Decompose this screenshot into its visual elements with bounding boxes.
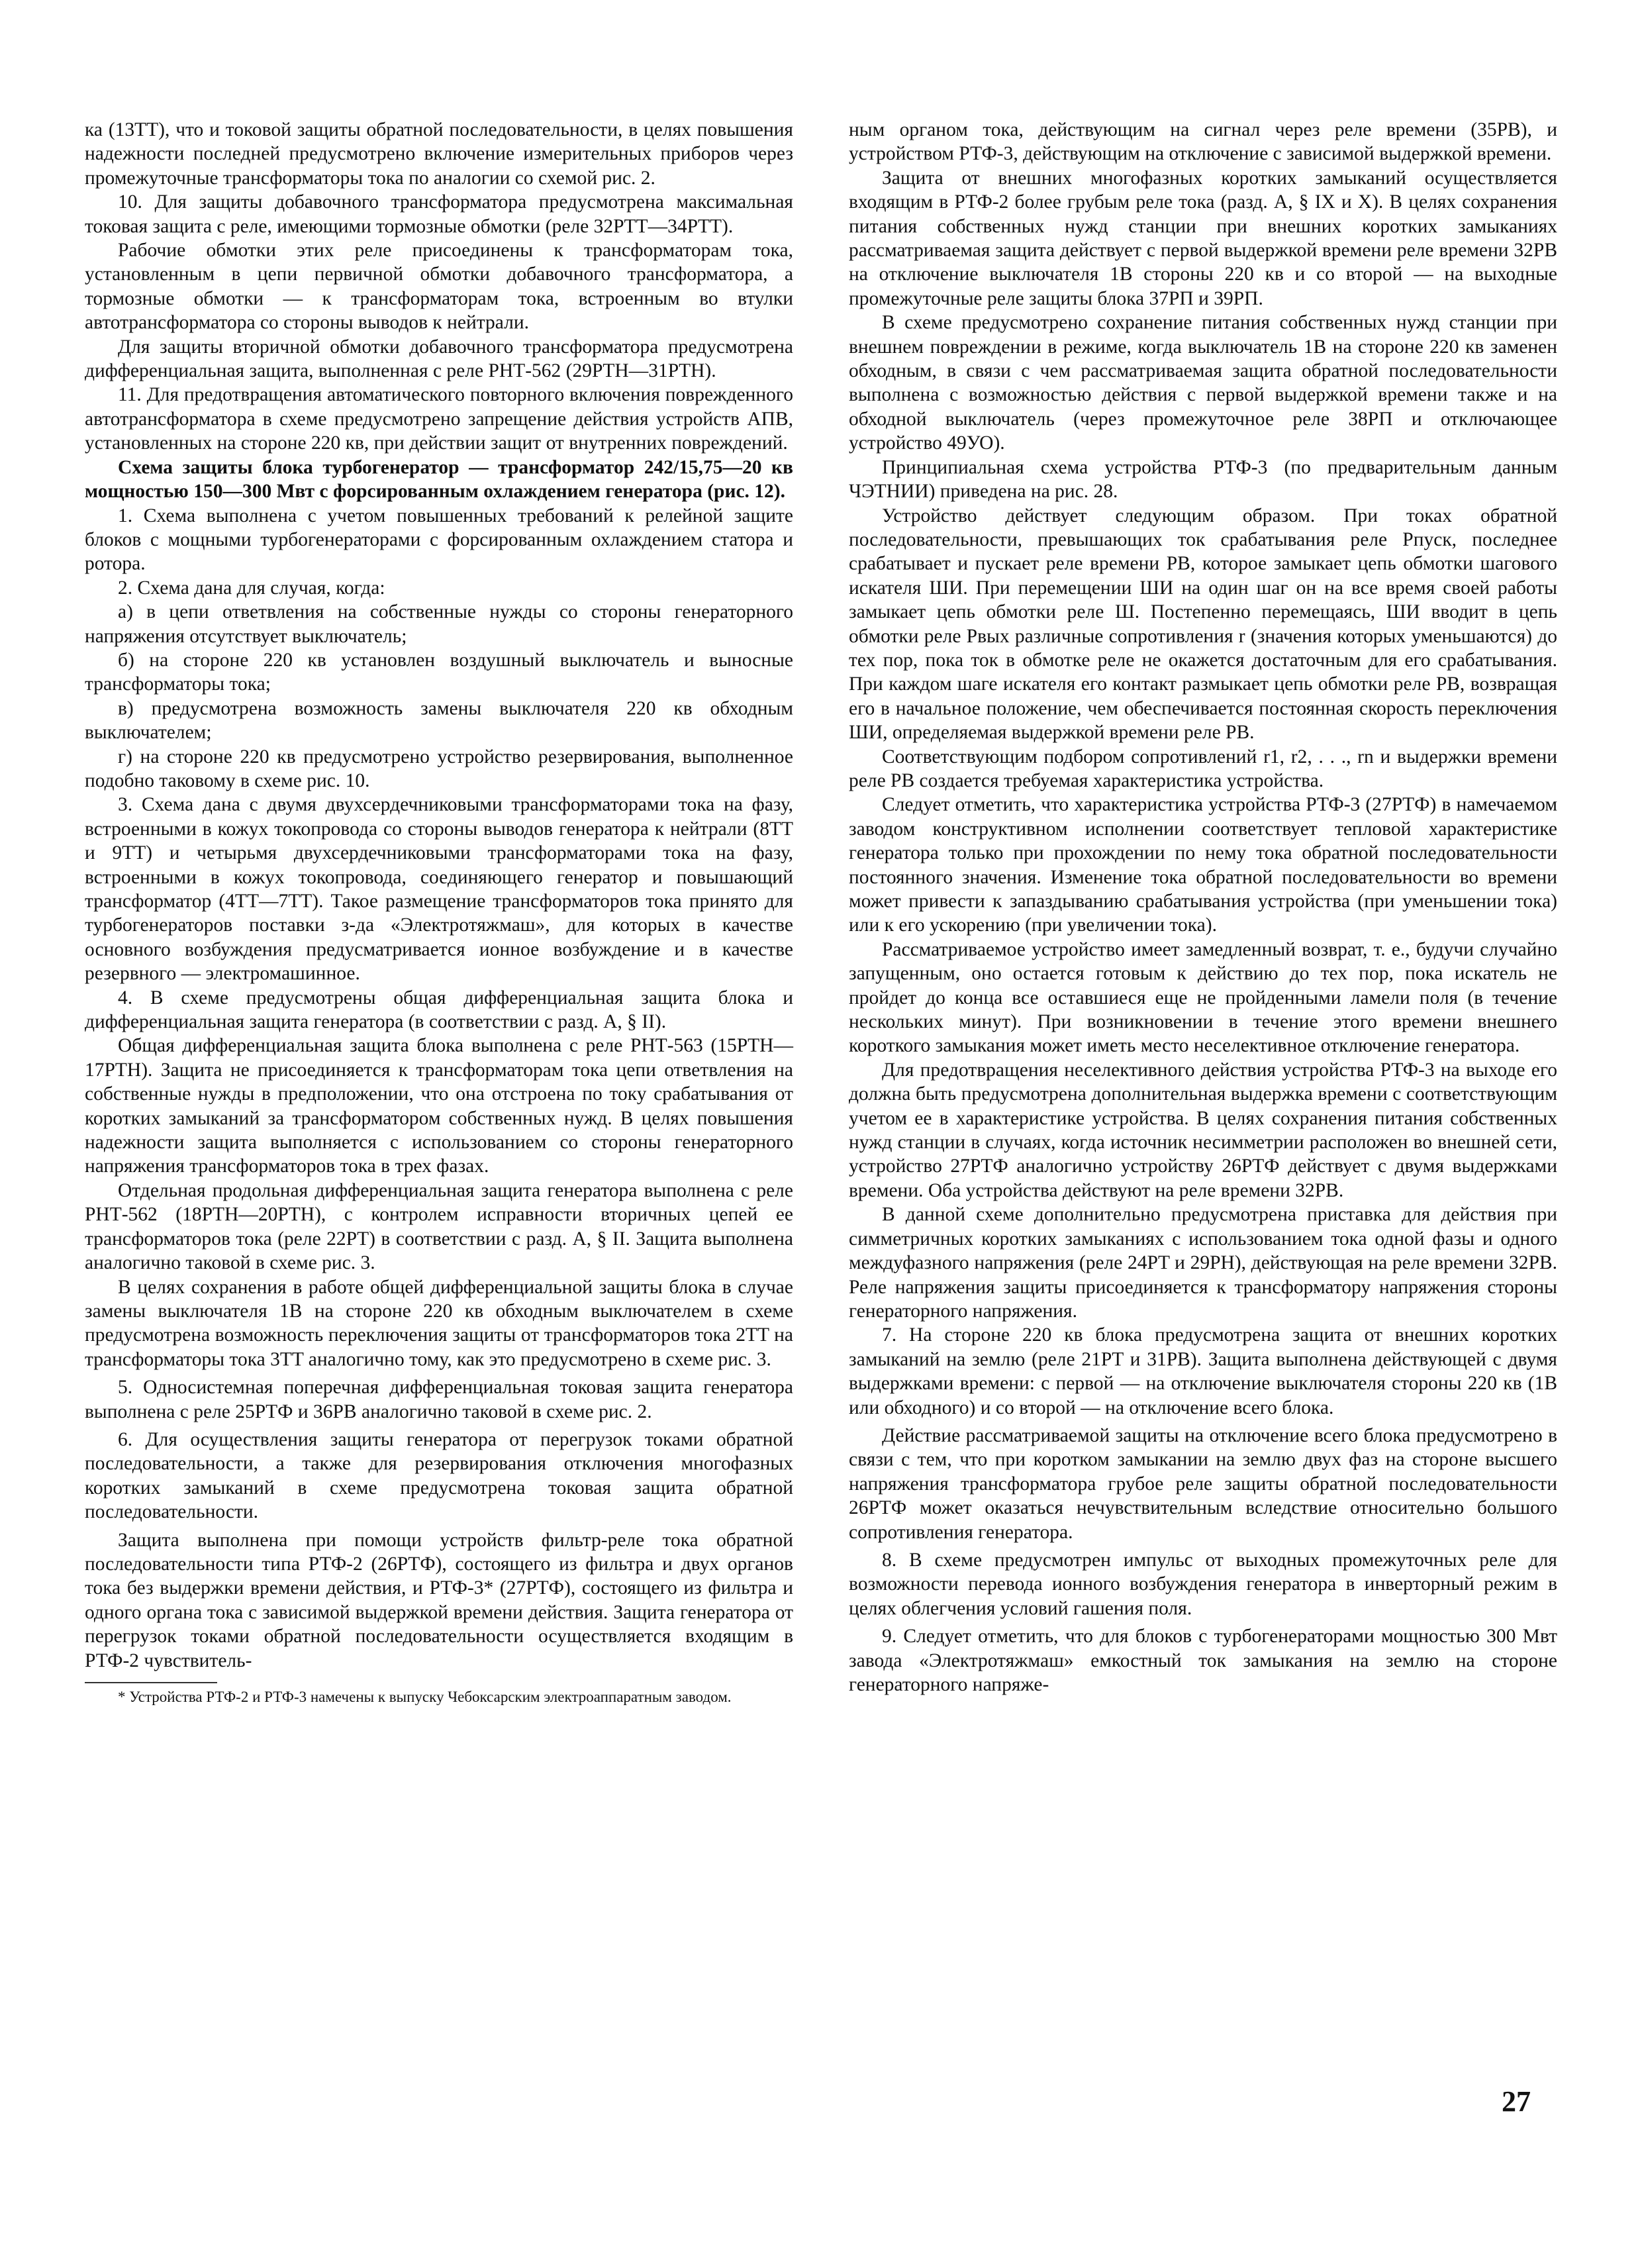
paragraph: Принципиальная схема устройства РТФ-3 (по предварительным данным ЧЭТНИИ) приведена на рис. 28. — [849, 456, 1557, 503]
paragraph: Общая дифференциальная защита блока выполнена с реле РНТ-563 (15PTH—17PTH). Защита не присоединяется к трансформаторам тока цепи ответвления на собственные нужды в предположении, что она отстроена по току срабатывания от коротких замыканий за трансформатором собственных нужд. В целях повышения надежности защита выполняется с использованием со стороны генераторного напряжения трансформаторов тока в трех фазах. — [85, 1035, 793, 1177]
footnote-divider — [85, 1682, 217, 1683]
paragraph: 6. Для осуществления защиты генератора от перегрузок токами обратной последовательности, а также для резервирования отключения многофазных коротких замыканий в схеме предусмотрена токовая защита обратной последовательности. — [85, 1428, 793, 1523]
list-item: в) предусмотрена возможность замены выключателя 220 кв обходным выключателем; — [85, 697, 793, 744]
paragraph: ным органом тока, действующим на сигнал через реле времени (35PB), и устройством РТФ-3, действующим на отключение с зависимой выдержкой времени. — [849, 119, 1557, 165]
paragraph: Устройство действует следующим образом. При токах обратной последовательности, превышающих ток срабатывания реле Pпуск, последнее срабатывает и пускает реле времени PB, которое замыкает цепь обмотки шагового искателя ШИ. При перемещении ШИ на один шаг он на все время своей работы замыкает цепь обмотки реле Ш. Постепенно перемещаясь, ШИ вводит в цепь обмотки реле Pвых различные сопротивления r (значения которых уменьшаются) до тех пор, пока ток в обмотке реле не окажется достаточным для его срабатывания. При каждом шаге искателя его контакт размыкает цепь обмотки реле PB, возвращая его в начальное положение, чем обеспечивается постоянная скорость переключения ШИ, определяемая выдержкой времени реле PB. — [849, 505, 1557, 744]
paragraph: Защита выполнена при помощи устройств фильтр-реле тока обратной последовательности типа РТФ-2 (26PTФ), состоящего из фильтра и двух органов тока без выдержки времени действия, и РТФ-3* (27PTФ), состоящего из фильтра и одного органа тока с зависимой выдержкой времени действия. Защита генератора от перегрузок токами обратной последовательности осуществляется входящим в РТФ-2 чувствитель- — [85, 1529, 793, 1671]
paragraph: 10. Для защиты добавочного трансформатора предусмотрена максимальная токовая защита с реле, имеющими тормозные обмотки (реле 32PTT—34PTT). — [85, 191, 793, 237]
paragraph: ка (13TT), что и токовой защиты обратной последовательности, в целях повышения надежности последней предусмотрено включение измерительных приборов через промежуточные трансформаторы тока по аналогии со схемой рис. 2. — [85, 119, 793, 189]
paragraph: В схеме предусмотрено сохранение питания собственных нужд станции при внешнем повреждении в режиме, когда выключатель 1B на стороне 220 кв заменен обходным, в связи с чем рассматриваемая защита обратной последовательности выполнена с возможностью действия с первой выдержкой времени также и на обходной выключатель (через промежуточное реле 38PП и отключающее устройство 49УО). — [849, 312, 1557, 454]
paragraph: 5. Односистемная поперечная дифференциальная токовая защита генератора выполнена с реле 25PTФ и 36PB аналогично таковой в схеме рис. 2. — [85, 1377, 793, 1422]
list-item: а) в цепи ответвления на собственные нужды со стороны генераторного напряжения отсутствует выключатель; — [85, 601, 793, 647]
paragraph: В данной схеме дополнительно предусмотрена приставка для действия при симметричных коротких замыканиях с использованием тока одной фазы и одного междуфазного напряжения (реле 24PT и 29PH), действующая на реле времени 32PB. Реле напряжения защиты присоединяется к трансформатору напряжения стороны генераторного напряжения. — [849, 1204, 1557, 1322]
list-item: г) на стороне 220 кв предусмотрено устройство резервирования, выполненное подобно таковому в схеме рис. 10. — [85, 746, 793, 791]
paragraph: 1. Схема выполнена с учетом повышенных требований к релейной защите блоков с мощными турбогенераторами с форсированным охлаждением статора и ротора. — [85, 505, 793, 575]
paragraph: Рабочие обмотки этих реле присоединены к трансформаторам тока, установленным в цепи первичной обмотки добавочного трансформатора, а тормозные обмотки — к трансформаторам тока, встроенным во втулки автотрансформатора со стороны выводов к нейтрали. — [85, 240, 793, 334]
paragraph: 3. Схема дана с двумя двухсердечниковыми трансформаторами тока на фазу, встроенными в кожух токопровода со стороны выводов генератора к нейтрали (8TT и 9TT) и четырьмя двухсердечниковыми трансформаторами тока на фазу, встроенными в кожух токопровода, соединяющего генератор и повышающий трансформатор (4TT—7TT). Такое размещение трансформаторов тока принято для турбогенераторов поставки з-да «Электротяжмаш», для которых в качестве основного возбуждения предусматривается ионное возбуждение и в качестве резервного — электромашинное. — [85, 794, 793, 985]
section-heading: Схема защиты блока турбогенератор — трансформатор 242/15,75—20 кв мощностью 150—300 Мвт с форсированным охлаждением генератора (рис. 12). — [85, 456, 793, 503]
paragraph: Действие рассматриваемой защиты на отключение всего блока предусмотрено в связи с тем, что при коротком замыкании на землю двух фаз на стороне высшего напряжения трансформатора грубое реле защиты обратной последовательности 26PTФ может оказаться нечувствительным вследствие относительно большого сопротивления генератора. — [849, 1424, 1557, 1543]
paragraph: Защита от внешних многофазных коротких замыканий осуществляется входящим в РТФ-2 более грубым реле тока (разд. А, § IX и X). В целях сохранения питания собственных нужд станции при внешних коротких замыканиях рассматриваемая защита действует с первой выдержкой времени реле времени 32PB на отключение выключателя 1B стороны 220 кв и со второй — на выходные промежуточные реле защиты блока 37PП и 39PП. — [849, 167, 1557, 309]
list-item: б) на стороне 220 кв установлен воздушный выключатель и выносные трансформаторы тока; — [85, 649, 793, 695]
paragraph: 11. Для предотвращения автоматического повторного включения поврежденного автотрансформатора в схеме предусмотрено запрещение действия устройств АПВ, установленных на стороне 220 кв, при действии защит от внутренних повреждений. — [85, 384, 793, 454]
paragraph: 9. Следует отметить, что для блоков с турбогенераторами мощностью 300 Мвт завода «Электротяжмаш» емкостный ток замыкания на землю на стороне генераторного напряже- — [849, 1626, 1557, 1695]
paragraph: 8. В схеме предусмотрен импульс от выходных промежуточных реле для возможности перевода ионного возбуждения генератора в инверторный режим в целях облегчения условий гашения поля. — [849, 1549, 1557, 1619]
footnote: * Устройства РТФ-2 и РТФ-3 намечены к выпуску Чебоксарским электроаппаратным заводом. — [118, 1689, 732, 1705]
paragraph: 4. В схеме предусмотрены общая дифференциальная защита блока и дифференциальная защита генератора (в соответствии с разд. А, § II). — [85, 987, 793, 1033]
right-column — [849, 118, 1557, 1697]
paragraph: 7. На стороне 220 кв блока предусмотрена защита от внешних коротких замыканий на землю (реле 21PT и 31PB). Защита выполнена действующей с двумя выдержками времени: с первой — на отключение выключателя стороны 220 кв (1B или обходного) и со второй — на отключение всего блока. — [849, 1324, 1557, 1418]
page-number: 27 — [1502, 2085, 1531, 2118]
paragraph: Для защиты вторичной обмотки добавочного трансформатора предусмотрена дифференциальная защита, выполненная с реле РНТ-562 (29PTH—31PTH). — [85, 336, 793, 382]
paragraph: Соответствующим подбором сопротивлений r1, r2, . . ., rn и выдержки времени реле PB создается требуемая характеристика устройства. — [849, 746, 1557, 791]
paragraph: Следует отметить, что характеристика устройства РТФ-3 (27PTФ) в намечаемом заводом конструктивном исполнении соответствует тепловой характеристике генератора только при прохождении по нему тока обратной последовательности постоянного значения. Изменение тока обратной последовательности во времени может привести к запаздыванию срабатывания устройства (при уменьшении тока) или к его ускорению (при увеличении тока). — [849, 794, 1557, 936]
paragraph: 2. Схема дана для случая, когда: — [118, 577, 385, 599]
left-column — [85, 118, 793, 1706]
paragraph: Для предотвращения неселективного действия устройства РТФ-3 на выходе его должна быть предусмотрена дополнительная выдержка времени с соответствующим учетом ее в характеристике устройства. В целях сохранения питания собственных нужд станции в случаях, когда источник несимметрии расположен во внешней сети, устройство 27PTФ аналогично устройству 26PTФ действует с двумя выдержками времени. Оба устройства действуют на реле времени 32PB. — [849, 1059, 1557, 1201]
paragraph: Рассматриваемое устройство имеет замедленный возврат, т. е., будучи случайно запущенным, оно остается готовым к действию до тех пор, пока искатель не пройдет до конца все оставшиеся еще не пройденными ламели поля (в течение нескольких минут). При возникновении в течение этого времени внешнего короткого замыкания может иметь место неселективное отключение генератора. — [849, 938, 1557, 1057]
paragraph: Отдельная продольная дифференциальная защита генератора выполнена с реле РНТ-562 (18PTH—20PTH), с контролем исправности вторичных цепей ее трансформаторов тока (реле 22PT) в соответствии с разд. А, § II. Защита выполнена аналогично таковой в схеме рис. 3. — [85, 1179, 793, 1274]
paragraph: В целях сохранения в работе общей дифференциальной защиты блока в случае замены выключателя 1B на стороне 220 кв обходным выключателем в схеме предусмотрена возможность переключения защиты от трансформаторов тока 2TT на трансформаторы тока 3TT аналогично тому, как это предусмотрено в схеме рис. 3. — [85, 1276, 793, 1370]
